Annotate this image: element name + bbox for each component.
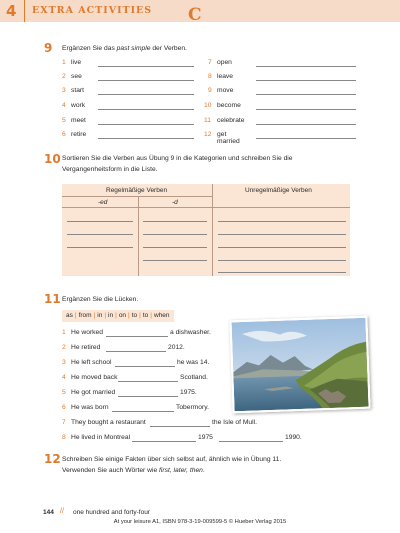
regular-verbs-heading: Regelmäßige Verben [106,187,168,194]
gap-line[interactable] [150,426,210,427]
word-bank-item: on [118,312,127,319]
answer-line[interactable] [256,94,356,95]
word-bank-item: to [131,312,138,319]
unit-number: 4 [6,2,17,20]
answer-line[interactable] [67,221,133,222]
exercise-9-number: 9 [44,41,53,55]
answer-line[interactable] [218,272,346,273]
gap-line[interactable] [115,366,175,367]
sentence-row: 7 They bought a restaurant the Isle of Mull. [62,419,257,426]
section-title: EXTRA ACTIVITIES [32,5,153,16]
exercise-12-number: 12 [44,452,61,466]
answer-line[interactable] [218,234,346,235]
sentence-row: 3 He left school he was 14. [62,359,210,366]
footer-slashes: // [60,508,64,515]
word-bank-item: from [78,312,92,319]
word-bank: as | from | in | in | on | to | to | when [62,310,174,322]
sentence-row: 4 He moved back Scotland. [62,374,208,381]
word-bank-item: in [108,312,114,319]
sentence-row: 6 He was born Tobermory. [62,404,209,411]
gap-line[interactable] [106,336,168,337]
table-divider [212,184,213,276]
table-divider [138,196,139,276]
exercise-9-instruction: Ergänzen Sie das past simple der Verben. [62,45,187,52]
answer-line[interactable] [143,260,207,261]
answer-line[interactable] [256,124,356,125]
copyright-line: At your leisure A1, ISBN 978-3-19-009599-5 © Hueber Verlag 2015 [113,519,287,525]
page-number-words: one hundred and forty-four [73,509,150,516]
exercise-10-instruction: Sortieren Sie die Verben aus Übung 9 in die Kategorien und schreiben Sie die Vergangenheitsform in die Liste. [62,155,293,173]
answer-line[interactable] [98,66,194,67]
answer-line[interactable] [143,247,207,248]
answer-line[interactable] [67,234,133,235]
word-bank-item: to [142,312,149,319]
answer-line[interactable] [218,260,346,261]
gap-line[interactable] [106,351,166,352]
answer-line[interactable] [98,138,194,139]
section-letter: C [188,5,202,25]
answer-line[interactable] [98,109,194,110]
answer-line[interactable] [98,80,194,81]
answer-line[interactable] [256,66,356,67]
gap-line[interactable] [118,396,178,397]
verb-category-table [62,184,350,276]
exercise-10-number: 10 [44,152,61,166]
sentence-row: 2 He retired 2012. [62,344,185,351]
sentence-row: 1 He worked a dishwasher. [62,329,211,336]
table-divider [62,196,212,197]
gap-line[interactable] [112,411,174,412]
answer-line[interactable] [256,109,356,110]
exercise-11-instruction: Ergänzen Sie die Lücken. [62,296,139,303]
exercise-12-instruction: Schreiben Sie einige Fakten über sich selbst auf, ähnlich wie in Übung 11. Verwenden Sie auch Wörter wie first, later, then. [62,456,282,474]
answer-line[interactable] [98,124,194,125]
answer-line[interactable] [98,94,194,95]
word-bank-item: in [97,312,103,319]
word-bank-item: as [66,312,73,319]
chapter-header [0,0,400,25]
sentence-row: 8 He lived in Montreal 1975 1990. [62,434,302,441]
exercise-11-number: 11 [44,292,61,306]
answer-line[interactable] [218,221,346,222]
gap-line[interactable] [118,381,178,382]
answer-line[interactable] [67,247,133,248]
table-divider [62,207,350,208]
answer-line[interactable] [143,221,207,222]
ed-subheading: -ed [98,199,108,206]
gap-line[interactable] [132,441,196,442]
sentence-row: 5 He got married 1975. [62,389,197,396]
gap-line[interactable] [219,441,283,442]
answer-line[interactable] [218,247,346,248]
header-divider [24,0,25,22]
d-subheading: -d [172,199,178,206]
scotland-coast-photo [229,316,370,414]
answer-line[interactable] [256,138,356,139]
irregular-verbs-heading: Unregelmäßige Verben [245,187,312,194]
answer-line[interactable] [256,80,356,81]
landscape-illustration [231,318,368,412]
answer-line[interactable] [143,234,207,235]
word-bank-item: when [154,312,170,319]
page-number: 144 [43,509,54,516]
